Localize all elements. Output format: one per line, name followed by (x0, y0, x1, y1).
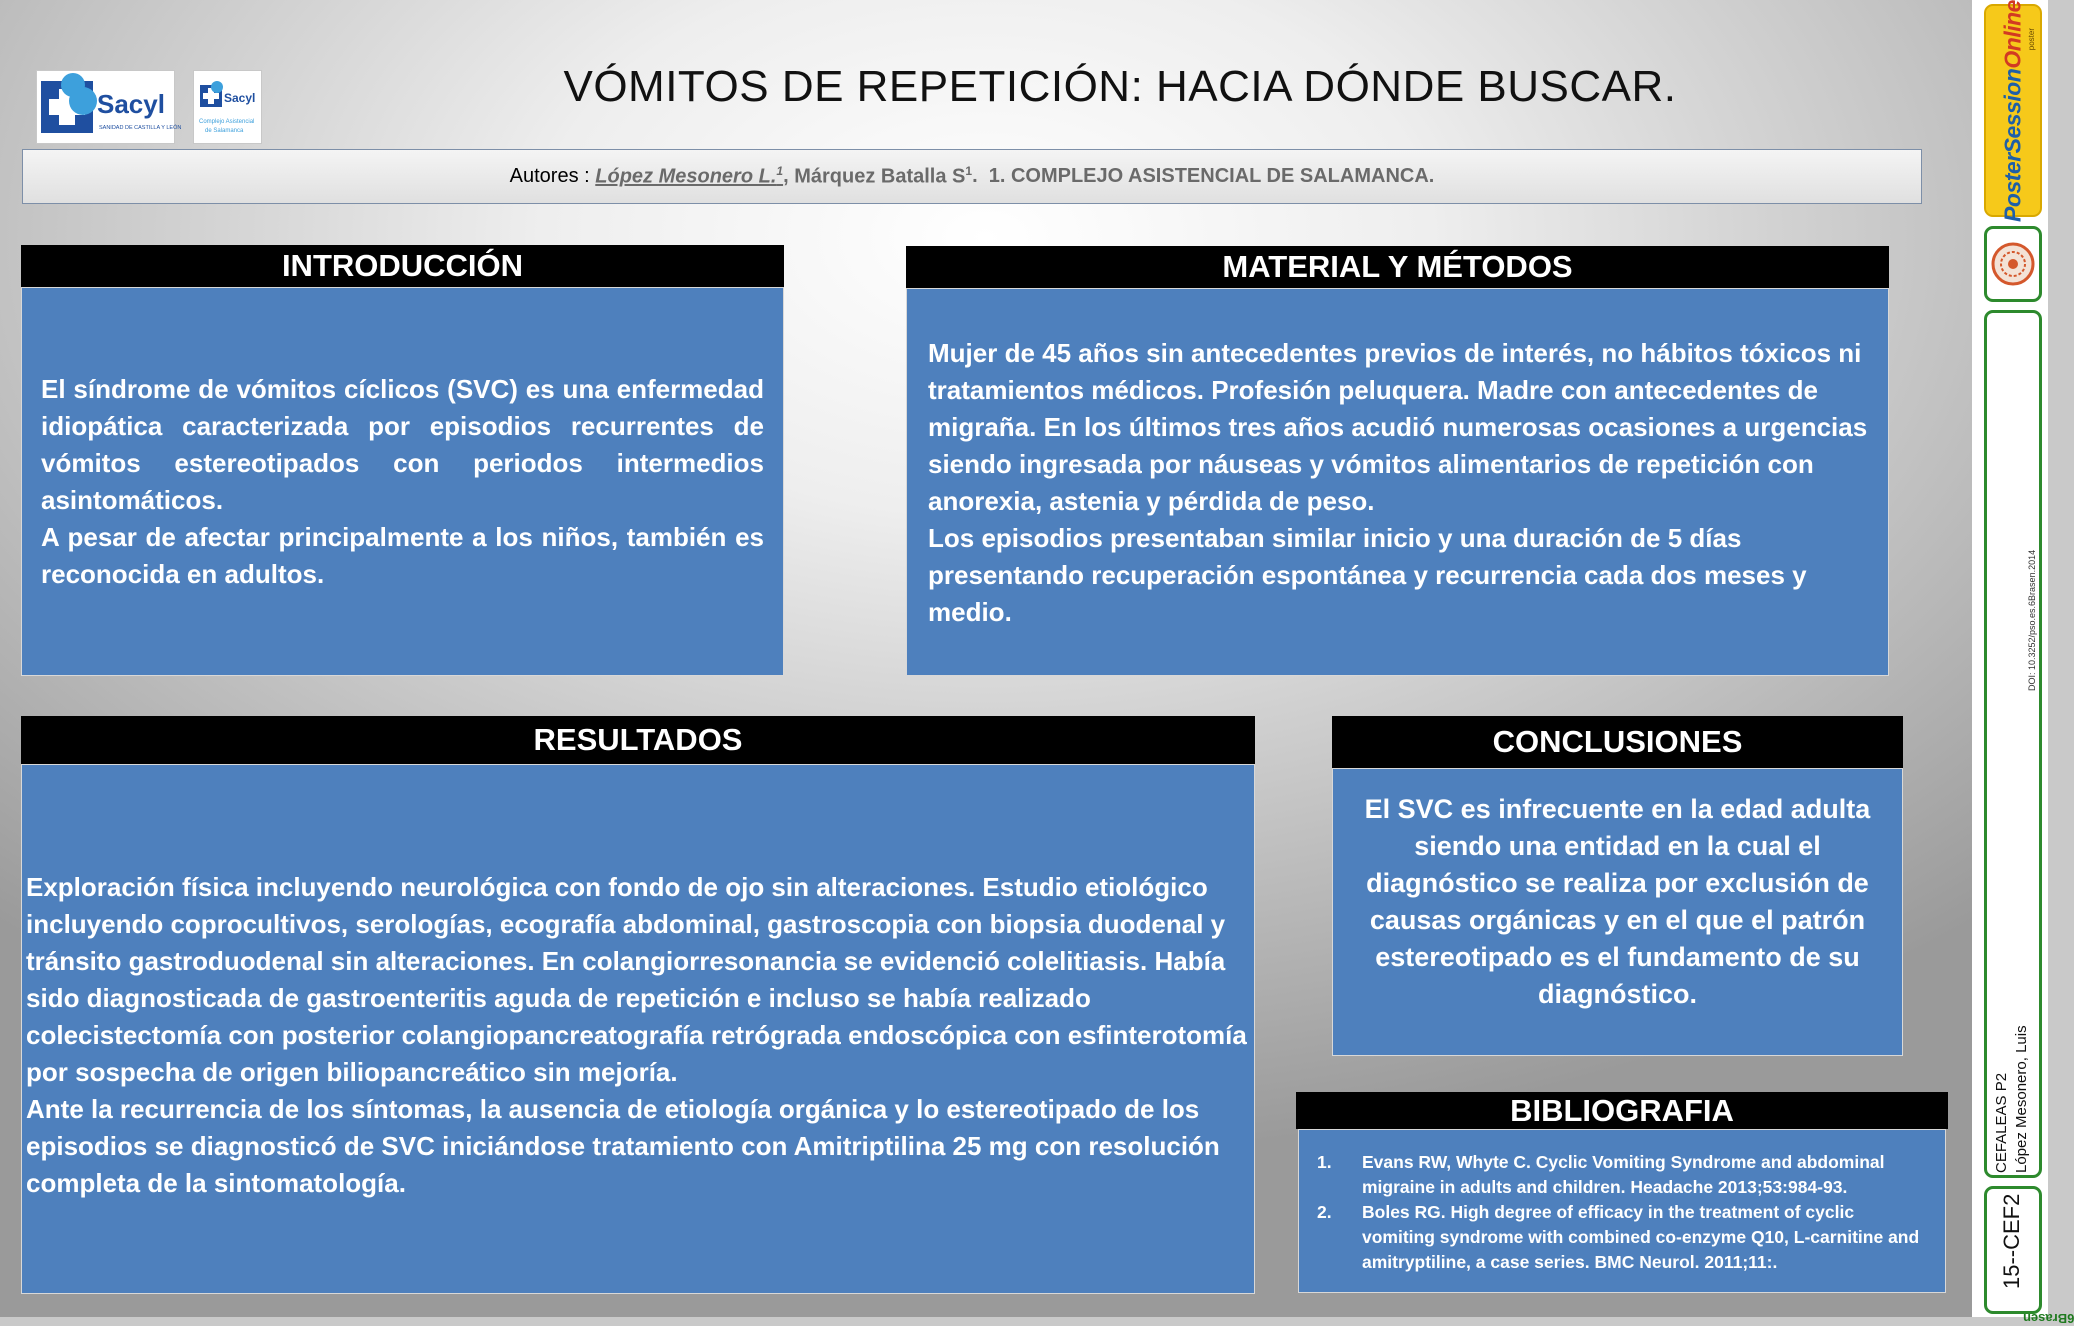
methods-heading: MATERIAL Y MÉTODOS (906, 246, 1889, 288)
complejo-logo (193, 70, 262, 144)
results-paragraph-2: Ante la recurrencia de los síntomas, la ausencia de etiología orgánica y lo estereotipado de los episodios se diagnosticó de SVC iniciándose tratamiento con Amitriptilina 25 mg con resolución completa de la sintomatología. (26, 1093, 1220, 1198)
bibliography-item (1313, 1150, 1927, 1200)
poster-session-sidebar (1972, 0, 2074, 1326)
sacyl-logo (36, 70, 182, 144)
second-author-sup: 1 (965, 164, 973, 179)
complejo-logo-subtitle-2: de Salamanca (205, 128, 244, 134)
methods-paragraph-1: Mujer de 45 años sin antecedentes previos de interés, no hábitos tóxicos ni tratamientos médicos. Profesión peluquera. Madre con antecedentes de migraña. En los últimos tres años acudió numerosas ocasiones a urgencias siendo ingresada por náuseas y vómitos alimentarios de repetición con anorexia, astenia y pérdida de peso. (928, 338, 1868, 516)
bibliography-item-text: Boles RG. High degree of efficacy in the treatment of cyclic vomiting syndrome with combined co-enzyme Q10, L-carnitine and amitryptiline, a case series. BMC Neurol. 2011;11:. (1362, 1202, 1920, 1272)
results-heading: RESULTADOS (21, 716, 1255, 764)
conclusions-text: El SVC es infrecuente en la edad adulta siendo una entidad en la cual el diagnóstico se realiza por exclusión de causas orgánicas y en el que el patrón estereotipado es el fundamento de su diagnóstico. (1364, 794, 1871, 1009)
poster-session-online-wordmark (2000, 0, 2027, 221)
poster-title: VÓMITOS DE REPETICIÓN: HACIA DÓNDE BUSCAR. (563, 62, 1677, 111)
first-author (595, 164, 783, 189)
methods-panel (906, 288, 1889, 676)
complejo-logo-text: Sacyl (224, 91, 256, 105)
society-seal-tile[interactable] (1984, 226, 2042, 302)
poster-code-tile (1984, 1186, 2074, 1326)
results-text (26, 869, 1250, 1202)
doi-label: DOI: 10.3252/pso.es.6Brasen.2014 (2027, 549, 2037, 691)
category-label: CEFALEAS P2 (1993, 1072, 2010, 1173)
bibliography-panel (1298, 1129, 1946, 1293)
complejo-logo-mark (194, 71, 261, 143)
logo-tiny-text: poster (2027, 28, 2036, 51)
bibliography-item-text: Evans RW, Whyte C. Cyclic Vomiting Syndrome and abdominal migraine in adults and children. Headache 2013;53:984-93. (1362, 1152, 1885, 1197)
intro-panel (21, 287, 784, 676)
sacyl-logo-subtitle: SANIDAD DE CASTILLA Y LEÓN (99, 125, 182, 131)
poster-info-tile (1984, 310, 2042, 1178)
results-paragraph-1: Exploración física incluyendo neurológica con fondo de ojo sin alteraciones. Estudio etiológico incluyendo coprocultivos, serologías, ecografía abdominal, gastroscopia con biopsia duodenal y tránsito gastroduodenal sin alteraciones. En colangiorresonancia se evidenció colelitiasis. Había sido diagnosticada de gastroenteritis aguda de repetición e incluso se había realizado colecistectomía con posterior colangiopancreatografía retrógrada endoscópica con esfinterotomía por sospecha de origen biliopancreático sin mejoría. (26, 871, 1247, 1087)
second-author (794, 164, 972, 189)
second-author-name: Márquez Batalla S (794, 165, 966, 188)
affiliation: . 1. COMPLEJO ASISTENCIAL DE SALAMANCA. (972, 165, 1435, 187)
conclusions-heading: CONCLUSIONES (1332, 716, 1903, 768)
intro-text (41, 371, 764, 593)
authors-bar (22, 149, 1922, 204)
bibliography-heading: BIBLIOGRAFIA (1296, 1092, 1948, 1129)
conclusions-panel (1332, 768, 1903, 1056)
authors-separator: , (783, 165, 795, 187)
society-seal-icon (1987, 229, 2039, 299)
brand-label: 6Brasen (2023, 1311, 2074, 1326)
author-label: López Mesonero, Luis (2013, 1025, 2030, 1173)
first-author-name: López Mesonero L. (595, 165, 777, 188)
intro-paragraph-2: A pesar de afectar principalmente a los niños, también es reconocida en adultos. (41, 521, 764, 589)
sacyl-logo-text: Sacyl (97, 89, 165, 119)
first-author-sup: 1 (776, 164, 784, 179)
logo-word-session: Session (1999, 68, 2026, 153)
intro-paragraph-1: El síndrome de vómitos cíclicos (SVC) es una enfermedad idiopática caracterizada por episodios recurrentes de vómitos estereotipados con periodos intermedios asintomáticos. (41, 373, 764, 515)
poster-session-online-logo[interactable] (1984, 0, 2042, 222)
sacyl-logo-mark (37, 71, 182, 143)
authors-prefix: Autores : (509, 165, 596, 187)
logo-word-poster: Poster (1999, 152, 2026, 222)
bibliography-item-number: 2. (1317, 1202, 1332, 1222)
methods-paragraph-2: Los episodios presentaban similar inicio y una duración de 5 días presentando recuperación espontánea y recurrencia cada dos meses y medio. (928, 523, 1807, 627)
methods-text (928, 335, 1868, 631)
complejo-logo-subtitle-1: Complejo Asistencial (199, 119, 255, 125)
results-panel (21, 764, 1255, 1294)
bibliography-item (1313, 1200, 1927, 1275)
bibliography-item-number: 1. (1317, 1152, 1332, 1172)
logo-word-online: Online (1999, 0, 2026, 69)
intro-heading: INTRODUCCIÓN (21, 245, 784, 287)
poster-code: 15--CEF2 (1999, 1193, 2024, 1289)
bibliography-list (1313, 1150, 1927, 1275)
